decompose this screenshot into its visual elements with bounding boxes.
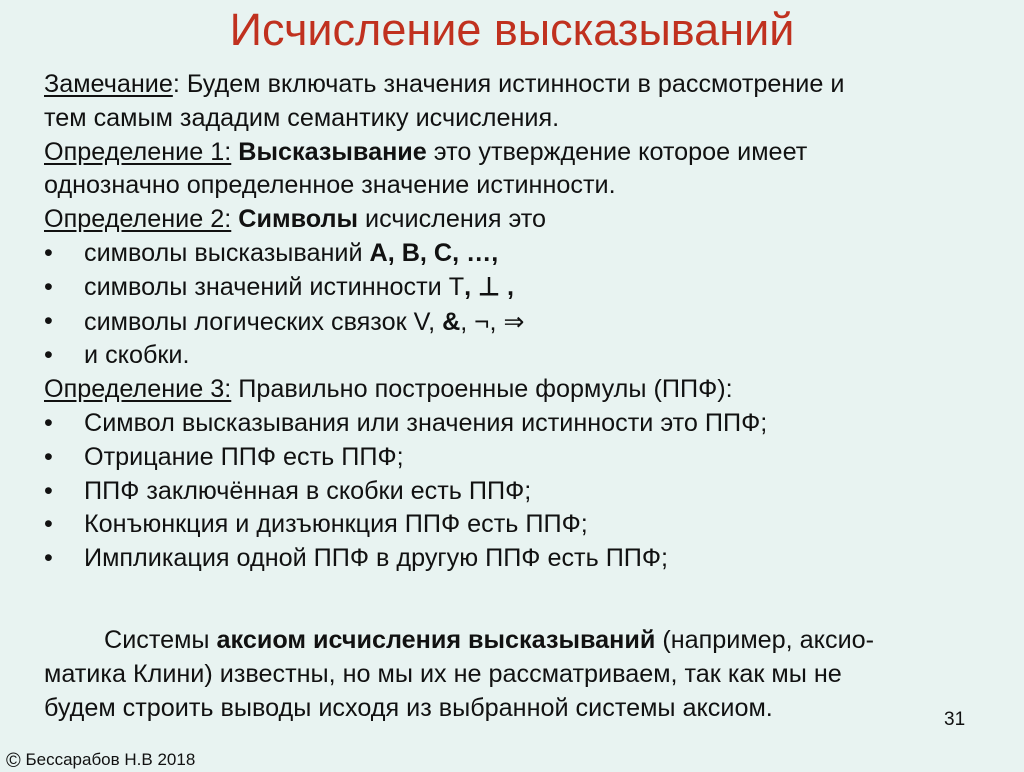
bullet-point: • <box>44 544 53 573</box>
list-item-text <box>84 237 498 271</box>
bullet-point: • <box>44 408 53 437</box>
paragraph-line-2: матика Клини) известны, но мы их не рассматриваем, так как мы не <box>44 659 842 688</box>
list-item-text: Отрицание ППФ есть ППФ; <box>84 442 404 471</box>
remark-label: Замечание <box>44 70 173 98</box>
truth-values-text: символы значений истинности T <box>84 272 465 301</box>
list-item-text: и скобки. <box>84 341 190 370</box>
list-item <box>44 305 1004 340</box>
connectives-text: символы логических связок V, <box>84 307 443 336</box>
list-item <box>44 542 1004 576</box>
proposition-symbols: A, B, C, …, <box>369 238 499 267</box>
definition-1-line-1 <box>44 136 1004 170</box>
definition-3-text: Правильно построенные формулы (ППФ): <box>231 375 733 404</box>
list-item-text <box>84 271 514 305</box>
definition-1-line-2: однозначно определенное значение истинности. <box>44 171 616 200</box>
separator: , <box>489 307 504 336</box>
remark-text-1: : Будем включать значения истинности в рассмотрение и <box>172 70 845 98</box>
page-number: 31 <box>944 709 966 730</box>
list-item <box>44 407 1004 441</box>
and-symbol: & <box>442 307 461 336</box>
symbols-text: символы высказываний <box>84 238 370 267</box>
bullet-point: • <box>44 442 53 471</box>
list-item <box>44 508 1004 542</box>
paragraph-line-1 <box>44 624 1004 658</box>
list-item-text: Конъюнкция и дизъюнкция ППФ есть ППФ; <box>84 510 588 539</box>
definition-1-term: Высказывание <box>238 137 427 166</box>
list-item <box>44 271 1004 305</box>
paragraph-text: (например, аксио- <box>655 626 875 654</box>
definition-2-term: Символы <box>238 205 358 234</box>
list-item-text: Символ высказывания или значения истинности это ППФ; <box>84 408 768 437</box>
definition-2-line <box>44 203 1004 237</box>
copyright-text: Бессарабов Н.В 2018 <box>20 750 196 769</box>
negation-symbol: ⌐ <box>474 305 490 336</box>
definition-2-text: исчисления это <box>358 205 547 234</box>
definition-1-text: это утверждение которое имеет <box>426 137 808 166</box>
copyright-icon: © <box>6 750 21 772</box>
definition-3-line <box>44 373 1004 407</box>
copyright-footer <box>6 749 195 772</box>
definition-2-label: Определение 2: <box>44 205 232 234</box>
axioms-paragraph <box>44 624 1004 725</box>
remark-line-2: тем самым зададим семантику исчисления. <box>44 103 560 132</box>
list-item-text <box>84 305 525 340</box>
paragraph-line-3: будем строить выводы исходя из выбранной системы аксиом. <box>44 693 773 722</box>
remark-line-1 <box>44 68 1004 102</box>
definition-1-label: Определение 1: <box>44 137 232 166</box>
falsum-symbol: , ⊥ , <box>464 272 515 301</box>
implication-symbol: ⇒ <box>503 307 525 336</box>
list-item <box>44 475 1004 509</box>
paragraph-text: Системы <box>104 626 217 654</box>
paragraph-emphasis: аксиом исчисления высказываний <box>216 626 656 654</box>
list-item <box>44 441 1004 475</box>
bullet-point: • <box>44 238 53 267</box>
separator: , <box>460 307 475 336</box>
bullet-point: • <box>44 272 53 301</box>
bullet-point: • <box>44 510 53 539</box>
bullet-point: • <box>44 476 53 505</box>
list-item-text: Импликация одной ППФ в другую ППФ есть ППФ; <box>84 544 669 573</box>
list-item-text: ППФ заключённая в скобки есть ППФ; <box>84 476 532 505</box>
bullet-point: • <box>44 341 53 370</box>
slide-body <box>44 68 1004 576</box>
list-item <box>44 237 1004 271</box>
definition-3-label: Определение 3: <box>44 375 232 404</box>
list-item <box>44 339 1004 373</box>
slide-title: Исчисление высказываний <box>229 4 795 55</box>
bullet-point: • <box>44 306 53 335</box>
